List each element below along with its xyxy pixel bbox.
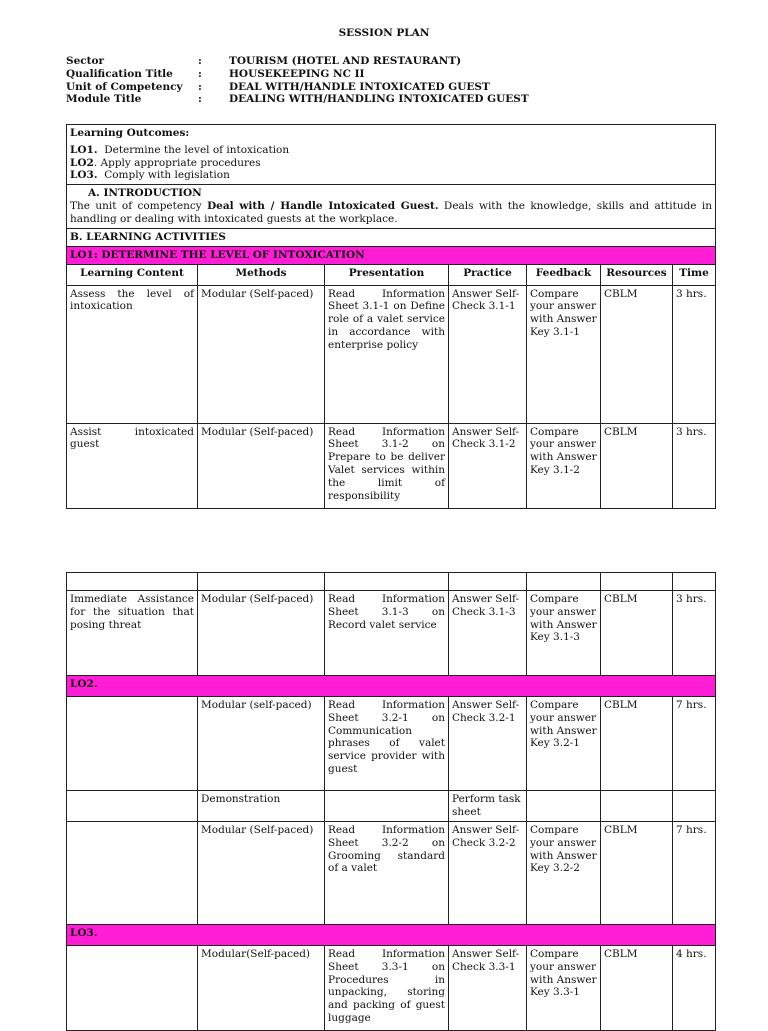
cell-time: 3 hrs. (673, 591, 716, 676)
session-plan-table-page1 (66, 124, 716, 509)
lo3-header: LO3. (67, 925, 716, 946)
meta-colon: : (198, 93, 202, 106)
session-plan-table-page2 (66, 572, 716, 1031)
meta-label: Unit of Competency (66, 80, 183, 93)
cell-resources: CBLM (601, 285, 673, 423)
lo2-header: LO2. (67, 676, 716, 697)
meta-label: Module Title (66, 93, 142, 106)
cell-method: Modular (Self-paced) (198, 591, 325, 676)
lo1-header-row (67, 246, 716, 264)
learning-activities-row (67, 228, 716, 246)
cell-practice: Answer Self-Check 3.1-1 (449, 285, 527, 423)
cell-content (67, 946, 198, 1031)
cell-time: 7 hrs. (673, 697, 716, 791)
lo-text: Comply with legislation (104, 169, 230, 182)
meta-label: Sector (66, 55, 105, 67)
learning-outcomes-cell (67, 125, 716, 185)
meta-colon: : (198, 80, 202, 93)
intro-post: Deals with the knowledge, skills and attitude in handling or dealing with intoxicated guests at the workplace. (70, 199, 713, 225)
cell-feedback: Compare your answer with Answer Key 3.2-1 (527, 697, 601, 791)
table-row (67, 791, 716, 822)
meta-value: DEAL WITH/HANDLE INTOXICATED GUEST (229, 80, 490, 93)
col-learning-content: Learning Content (67, 264, 198, 285)
cell-resources (601, 791, 673, 822)
cell-presentation: Read Information Sheet 3.2-2 on Grooming standard of a valet (325, 822, 449, 925)
cell-presentation: Read Information Sheet 3.1-2 on Prepare to be deliver Valet services within the limit of responsibility (325, 423, 449, 508)
cell-feedback: Compare your answer with Answer Key 3.3-1 (527, 946, 601, 1031)
lo-text: Determine the level of intoxication (104, 143, 290, 156)
cell-time (673, 791, 716, 822)
cell-presentation (325, 791, 449, 822)
empty-cell (198, 573, 325, 591)
lo2-header-row (67, 676, 716, 697)
cell-feedback (527, 791, 601, 822)
cell-resources: CBLM (601, 591, 673, 676)
learning-outcomes-heading: Learning Outcomes: (70, 127, 190, 139)
lo-text: . Apply appropriate procedures (93, 156, 261, 169)
empty-cell (673, 573, 716, 591)
col-methods: Methods (198, 264, 325, 285)
cell-time: 4 hrs. (673, 946, 716, 1031)
cell-method: Modular (Self-paced) (198, 822, 325, 925)
cell-method: Modular(Self-paced) (198, 946, 325, 1031)
cell-method: Demonstration (198, 791, 325, 822)
meta-value: TOURISM (HOTEL AND RESTAURANT) (229, 55, 462, 67)
meta-row-sector (66, 55, 529, 68)
table-row (67, 423, 716, 508)
meta-value: HOUSEKEEPING NC II (229, 67, 365, 80)
cell-method: Modular (Self-paced) (198, 423, 325, 508)
cell-feedback: Compare your answer with Answer Key 3.2-2 (527, 822, 601, 925)
cell-presentation: Read Information Sheet 3.2-1 on Communication phrases of valet service provider with guest (325, 697, 449, 791)
meta-label: Qualification Title (66, 67, 173, 80)
cell-time: 7 hrs. (673, 822, 716, 925)
cell-feedback: Compare your answer with Answer Key 3.1-2 (527, 423, 601, 508)
cell-practice: Answer Self-Check 3.1-3 (449, 591, 527, 676)
session-meta (66, 55, 529, 106)
lo-code: LO2 (70, 156, 94, 169)
empty-cell (449, 573, 527, 591)
learning-activities-heading: B. LEARNING ACTIVITIES (67, 228, 716, 246)
empty-row (67, 573, 716, 591)
table-row (67, 946, 716, 1031)
table-row (67, 285, 716, 423)
cell-content (67, 822, 198, 925)
meta-value: DEALING WITH/HANDLING INTOXICATED GUEST (229, 93, 529, 106)
lo1-header: LO1: DETERMINE THE LEVEL OF INTOXICATION (67, 246, 716, 264)
cell-resources: CBLM (601, 697, 673, 791)
empty-cell (527, 573, 601, 591)
empty-cell (325, 573, 449, 591)
cell-content (67, 697, 198, 791)
cell-content: Assist intoxicated guest (67, 423, 198, 508)
cell-practice: Answer Self-Check 3.2-2 (449, 822, 527, 925)
lo3-header-row (67, 925, 716, 946)
cell-practice: Answer Self-Check 3.2-1 (449, 697, 527, 791)
cell-time: 3 hrs. (673, 285, 716, 423)
meta-row-module (66, 93, 529, 106)
column-header-row (67, 264, 716, 285)
cell-method: Modular (Self-paced) (198, 285, 325, 423)
col-resources: Resources (601, 264, 673, 285)
lo-code: LO1. (70, 143, 98, 156)
introduction-text (70, 200, 712, 226)
cell-content (67, 791, 198, 822)
meta-row-qualification (66, 68, 529, 81)
cell-time: 3 hrs. (673, 423, 716, 508)
cell-feedback: Compare your answer with Answer Key 3.1-3 (527, 591, 601, 676)
intro-bold: Deal with / Handle Intoxicated Guest. (207, 199, 439, 212)
learning-outcome-item (70, 157, 712, 170)
table-row (67, 822, 716, 925)
lo-code: LO3. (70, 169, 98, 182)
cell-practice: Answer Self-Check 3.3-1 (449, 946, 527, 1031)
meta-colon: : (198, 55, 202, 67)
cell-presentation: Read Information Sheet 3.1-3 on Record valet service (325, 591, 449, 676)
cell-resources: CBLM (601, 423, 673, 508)
meta-row-unit (66, 81, 529, 94)
cell-feedback: Compare your answer with Answer Key 3.1-1 (527, 285, 601, 423)
cell-presentation: Read Information Sheet 3.3-1 on Procedures in unpacking, storing and packing of guest luggage (325, 946, 449, 1031)
cell-method: Modular (self-paced) (198, 697, 325, 791)
learning-outcome-item (70, 144, 712, 157)
learning-outcome-item (70, 169, 712, 182)
cell-content: Immediate Assistance for the situation that posing threat (67, 591, 198, 676)
col-time: Time (673, 264, 716, 285)
document-title: SESSION PLAN (338, 27, 430, 39)
learning-outcomes-row (67, 125, 716, 185)
empty-cell (601, 573, 673, 591)
cell-practice: Answer Self-Check 3.1-2 (449, 423, 527, 508)
col-feedback: Feedback (527, 264, 601, 285)
meta-colon: : (198, 67, 202, 80)
cell-resources: CBLM (601, 946, 673, 1031)
cell-practice: Perform task sheet (449, 791, 527, 822)
cell-content: Assess the level of intoxication (67, 285, 198, 423)
table-row (67, 697, 716, 791)
empty-cell (67, 573, 198, 591)
table-row (67, 591, 716, 676)
col-practice: Practice (449, 264, 527, 285)
introduction-row (67, 185, 716, 228)
intro-pre: The unit of competency (70, 199, 208, 212)
col-presentation: Presentation (325, 264, 449, 285)
introduction-heading: A. INTRODUCTION (88, 187, 202, 200)
introduction-cell (67, 185, 716, 228)
cell-resources: CBLM (601, 822, 673, 925)
cell-presentation: Read Information Sheet 3.1-1 on Define role of a valet service in accordance with enterprise policy (325, 285, 449, 423)
